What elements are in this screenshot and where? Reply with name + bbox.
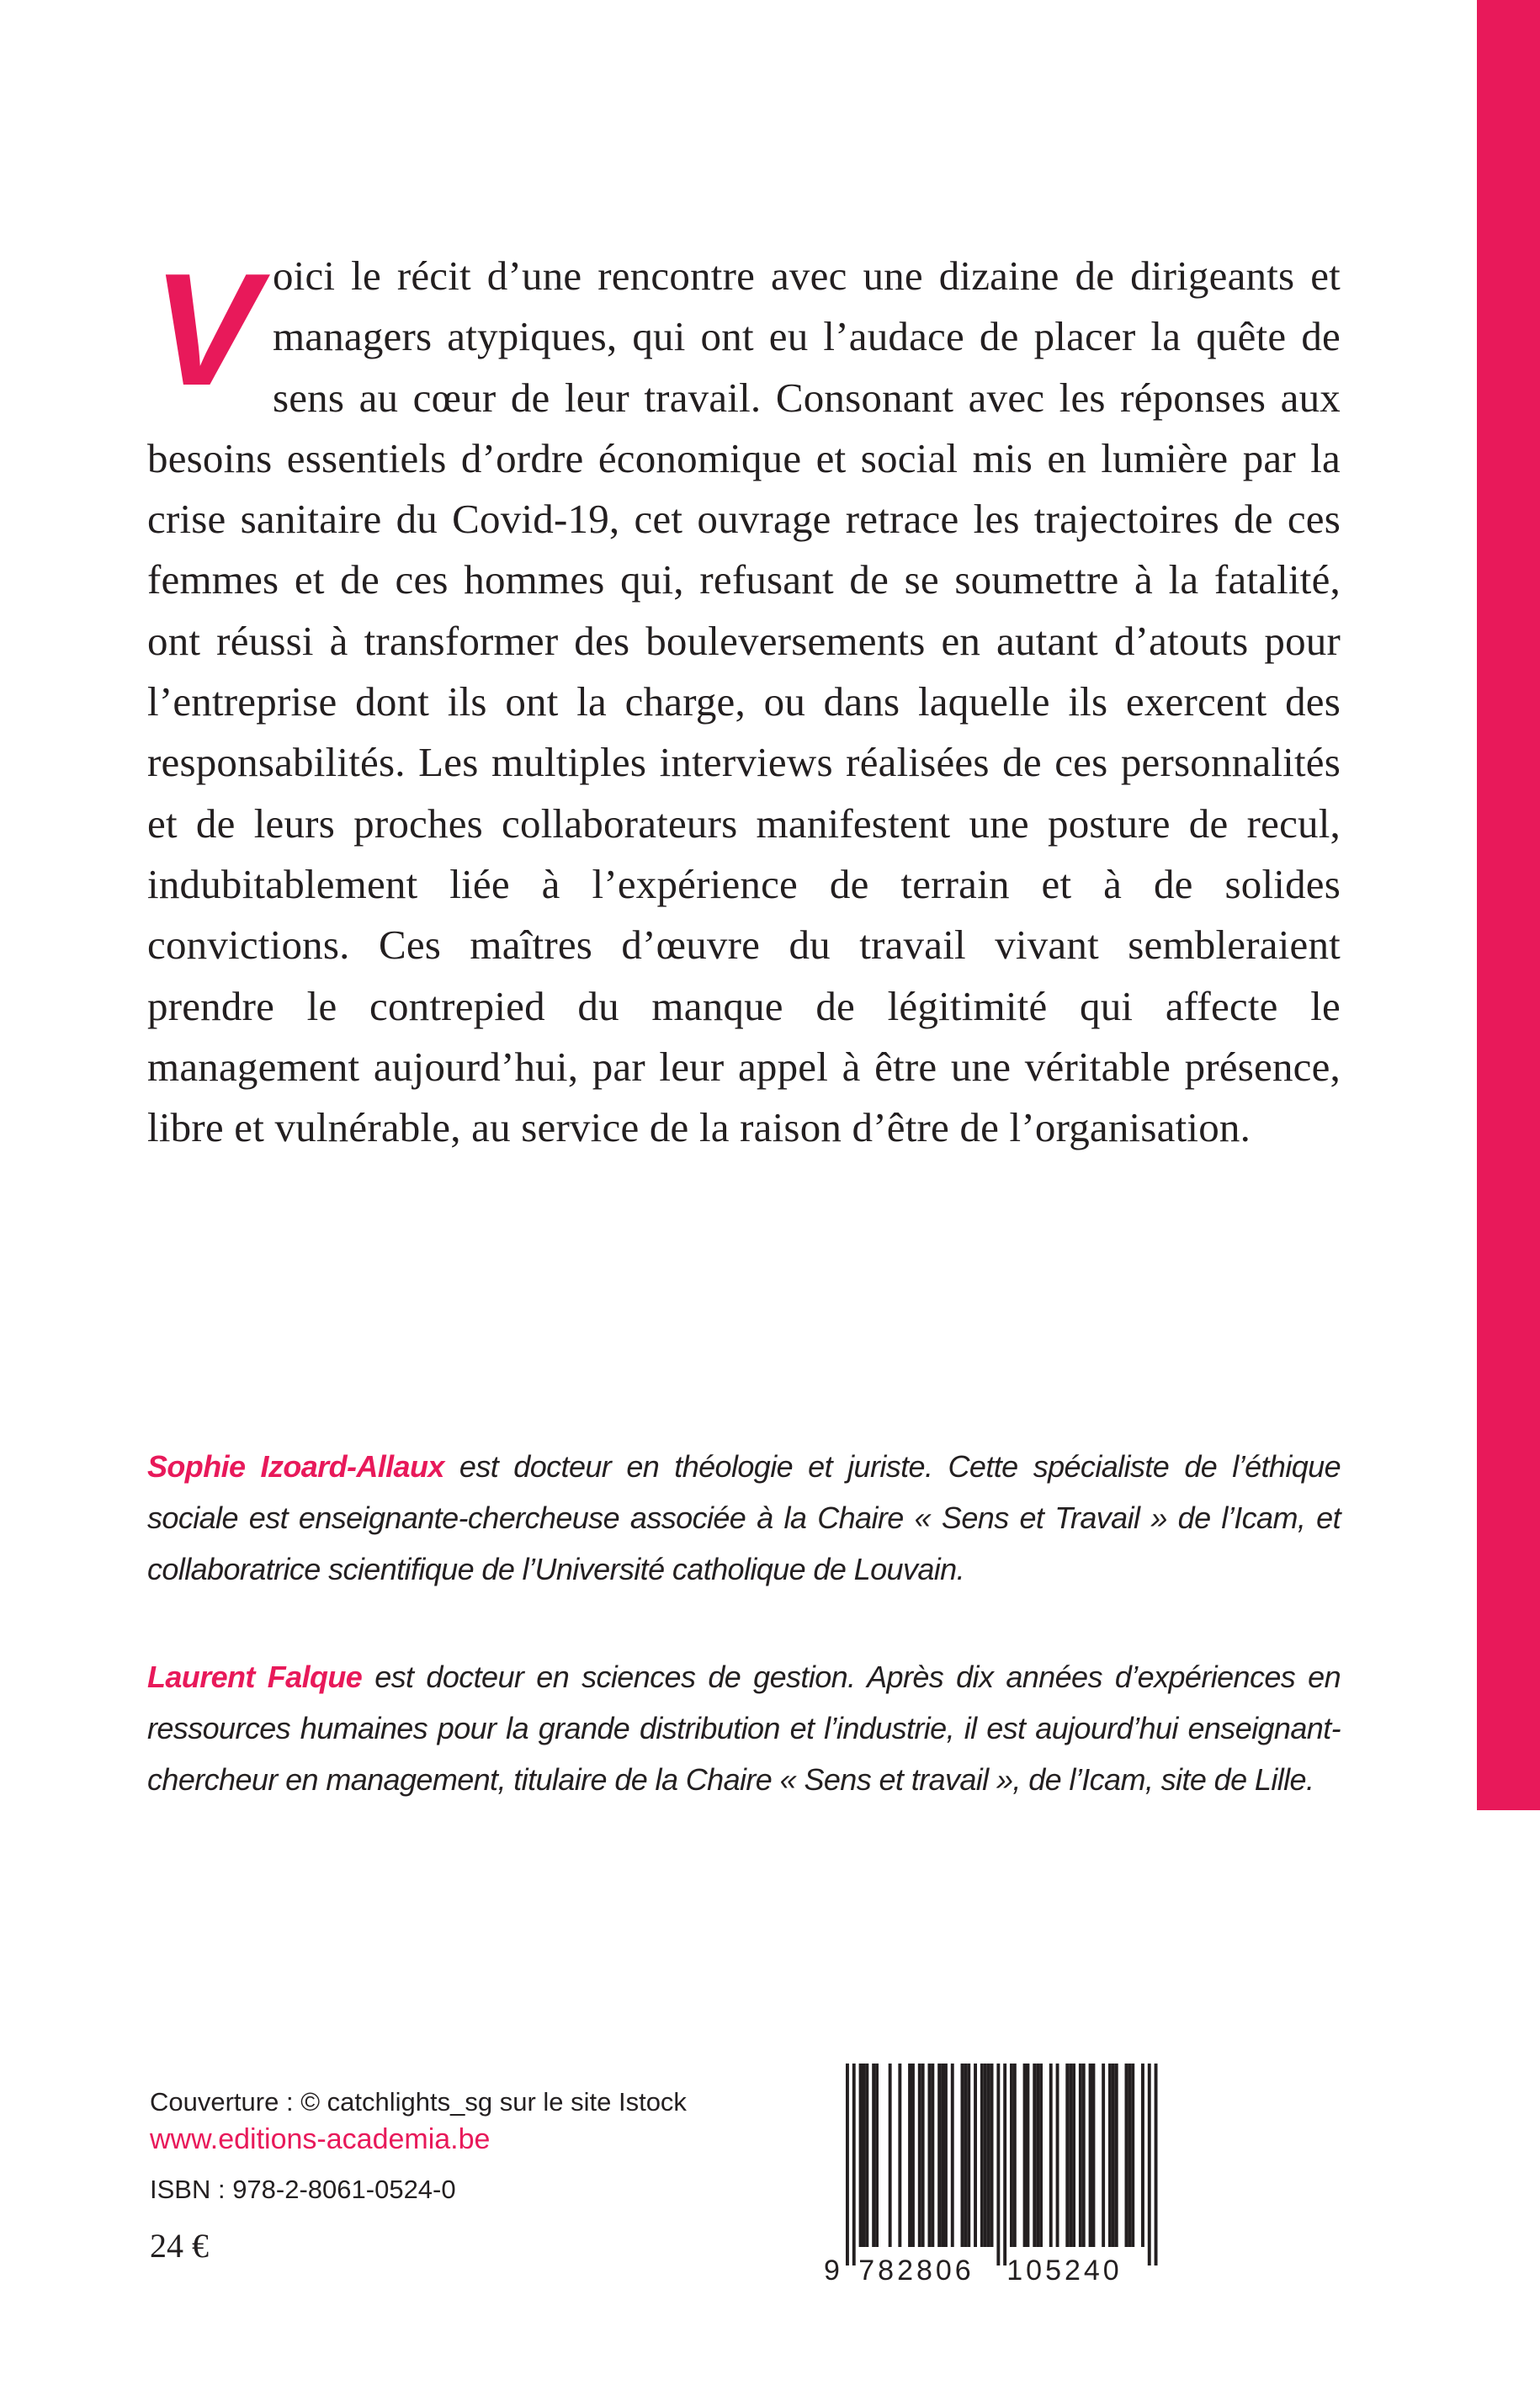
barcode-bar	[944, 2064, 948, 2247]
barcode-bar	[846, 2064, 849, 2265]
accent-bar	[1477, 0, 1540, 1810]
author-bio-text: est docteur en sciences de gestion. Après dix années d’expériences en ressources humaines pour la grande distribution et l’industrie, il est aujourd’hui enseignant-chercheur en management, titulaire de la Chaire « Sens et travail », de l’Icam, site de Lille.	[147, 1660, 1341, 1797]
barcode-bar	[1131, 2064, 1134, 2247]
barcode-bar	[980, 2064, 984, 2247]
barcode-bar	[941, 2064, 944, 2247]
blurb-text: oici le récit d’une rencontre avec une dizaine de dirigeants et managers atypiques, qui ont eu l’audace de placer la quête de sens au cœur de leur travail. Consonant avec les réponses aux besoins essentiels d’ordre économique et social mis en lumière par la crise sanitaire du Covid-19, cet ouvrage retrace les trajectoires de ces femmes et de ces hommes qui, refusant de se soumettre à la fatalité, ont réussi à transformer des bouleversements en autant d’atouts pour l’entreprise dont ils ont la charge, ou dans laquelle ils exercent des responsabilités. Les multiples interviews réalisées de ces personnalités et de leurs proches collaborateurs manifestent une posture de recul, indubitablement liée à l’expérience de terrain et à de solides convictions. Ces maîtres d’œuvre du travail vivant sembleraient prendre le contrepied du manque de légitimité qui affecte le management aujourd’hui, par leur appel à être une véritable présence, libre et vulnérable, au service de la raison d’être de l’organisation.	[147, 252, 1341, 1151]
author-name: Sophie Izoard-Allaux	[147, 1449, 444, 1484]
barcode-bar	[1102, 2064, 1105, 2247]
barcode-bar	[1148, 2064, 1151, 2265]
author-bio-1	[147, 1441, 1341, 1595]
barcode-bar	[1112, 2064, 1115, 2247]
barcode-bar	[875, 2064, 879, 2247]
barcode-bar	[990, 2064, 994, 2247]
barcode-bar	[1141, 2064, 1144, 2247]
barcode-bar	[921, 2064, 925, 2247]
cover-credit: Couverture : © catchlights_sg sur le site Istock	[150, 2087, 687, 2117]
publisher-website[interactable]: www.editions-academia.be	[150, 2123, 491, 2155]
barcode-bar	[1092, 2064, 1096, 2247]
barcode-bar	[1039, 2064, 1043, 2247]
barcode-bar	[859, 2064, 863, 2247]
barcode-bar	[1072, 2064, 1075, 2247]
barcode-bar	[1056, 2064, 1059, 2247]
price: 24 €	[150, 2227, 209, 2265]
barcode-bar	[889, 2064, 892, 2247]
barcode-bar	[1033, 2064, 1036, 2247]
barcode-bar	[1079, 2064, 1082, 2247]
author-bio-2	[147, 1651, 1341, 1805]
barcode-bar	[1049, 2064, 1053, 2247]
barcode-bar	[1089, 2064, 1092, 2247]
barcode-bar	[987, 2064, 990, 2247]
barcode-bar	[1013, 2064, 1017, 2247]
barcode-left-digits: 782806	[858, 2255, 974, 2287]
barcode-bar	[918, 2064, 921, 2247]
barcode-bar	[1065, 2064, 1069, 2247]
barcode-bar	[1155, 2064, 1158, 2265]
barcode-bar	[1069, 2064, 1072, 2247]
barcode-bar	[1036, 2064, 1039, 2247]
barcode-bar	[1108, 2064, 1112, 2247]
barcode-bar	[1128, 2064, 1131, 2247]
barcode-bar	[928, 2064, 932, 2247]
drop-cap: V	[152, 241, 259, 419]
barcode-first-digit: 9	[824, 2255, 840, 2287]
barcode-bar	[937, 2064, 941, 2247]
barcode-bar	[863, 2064, 866, 2247]
barcode-bar	[974, 2064, 977, 2247]
barcode-bar	[1023, 2064, 1027, 2247]
barcode-bar	[951, 2064, 954, 2247]
barcode-right-digits: 105240	[1006, 2255, 1123, 2287]
barcode-bar	[984, 2064, 987, 2247]
barcode-bar	[852, 2064, 856, 2265]
barcode-bar	[961, 2064, 964, 2247]
barcode-bar	[1010, 2064, 1013, 2247]
barcode-bar	[964, 2064, 967, 2247]
barcode-bar	[1027, 2064, 1030, 2247]
barcode-bar	[865, 2064, 868, 2247]
barcode-bar	[1115, 2064, 1118, 2247]
barcode-bar	[1125, 2064, 1128, 2247]
barcode-bar	[911, 2064, 915, 2247]
barcode-bar	[967, 2064, 970, 2247]
barcode-bar	[931, 2064, 934, 2247]
barcode-bar	[908, 2064, 911, 2247]
barcode-bar	[1082, 2064, 1086, 2247]
barcode-bar	[1003, 2064, 1006, 2265]
barcode-bar	[996, 2064, 1000, 2265]
author-name: Laurent Falque	[147, 1660, 363, 1694]
isbn-barcode	[812, 2057, 1191, 2288]
barcode-bar	[898, 2064, 901, 2247]
isbn: ISBN : 978-2-8061-0524-0	[150, 2175, 456, 2204]
back-cover-blurb	[147, 241, 1341, 1158]
author-bio-text: est docteur en théologie et juriste. Cette spécialiste de l’éthique sociale est enseignante-chercheuse associée à la Chaire « Sens et Travail » de l’Icam, et collaboratrice scientifique de l’Université catholique de Louvain.	[147, 1449, 1341, 1586]
barcode-bar	[872, 2064, 875, 2247]
